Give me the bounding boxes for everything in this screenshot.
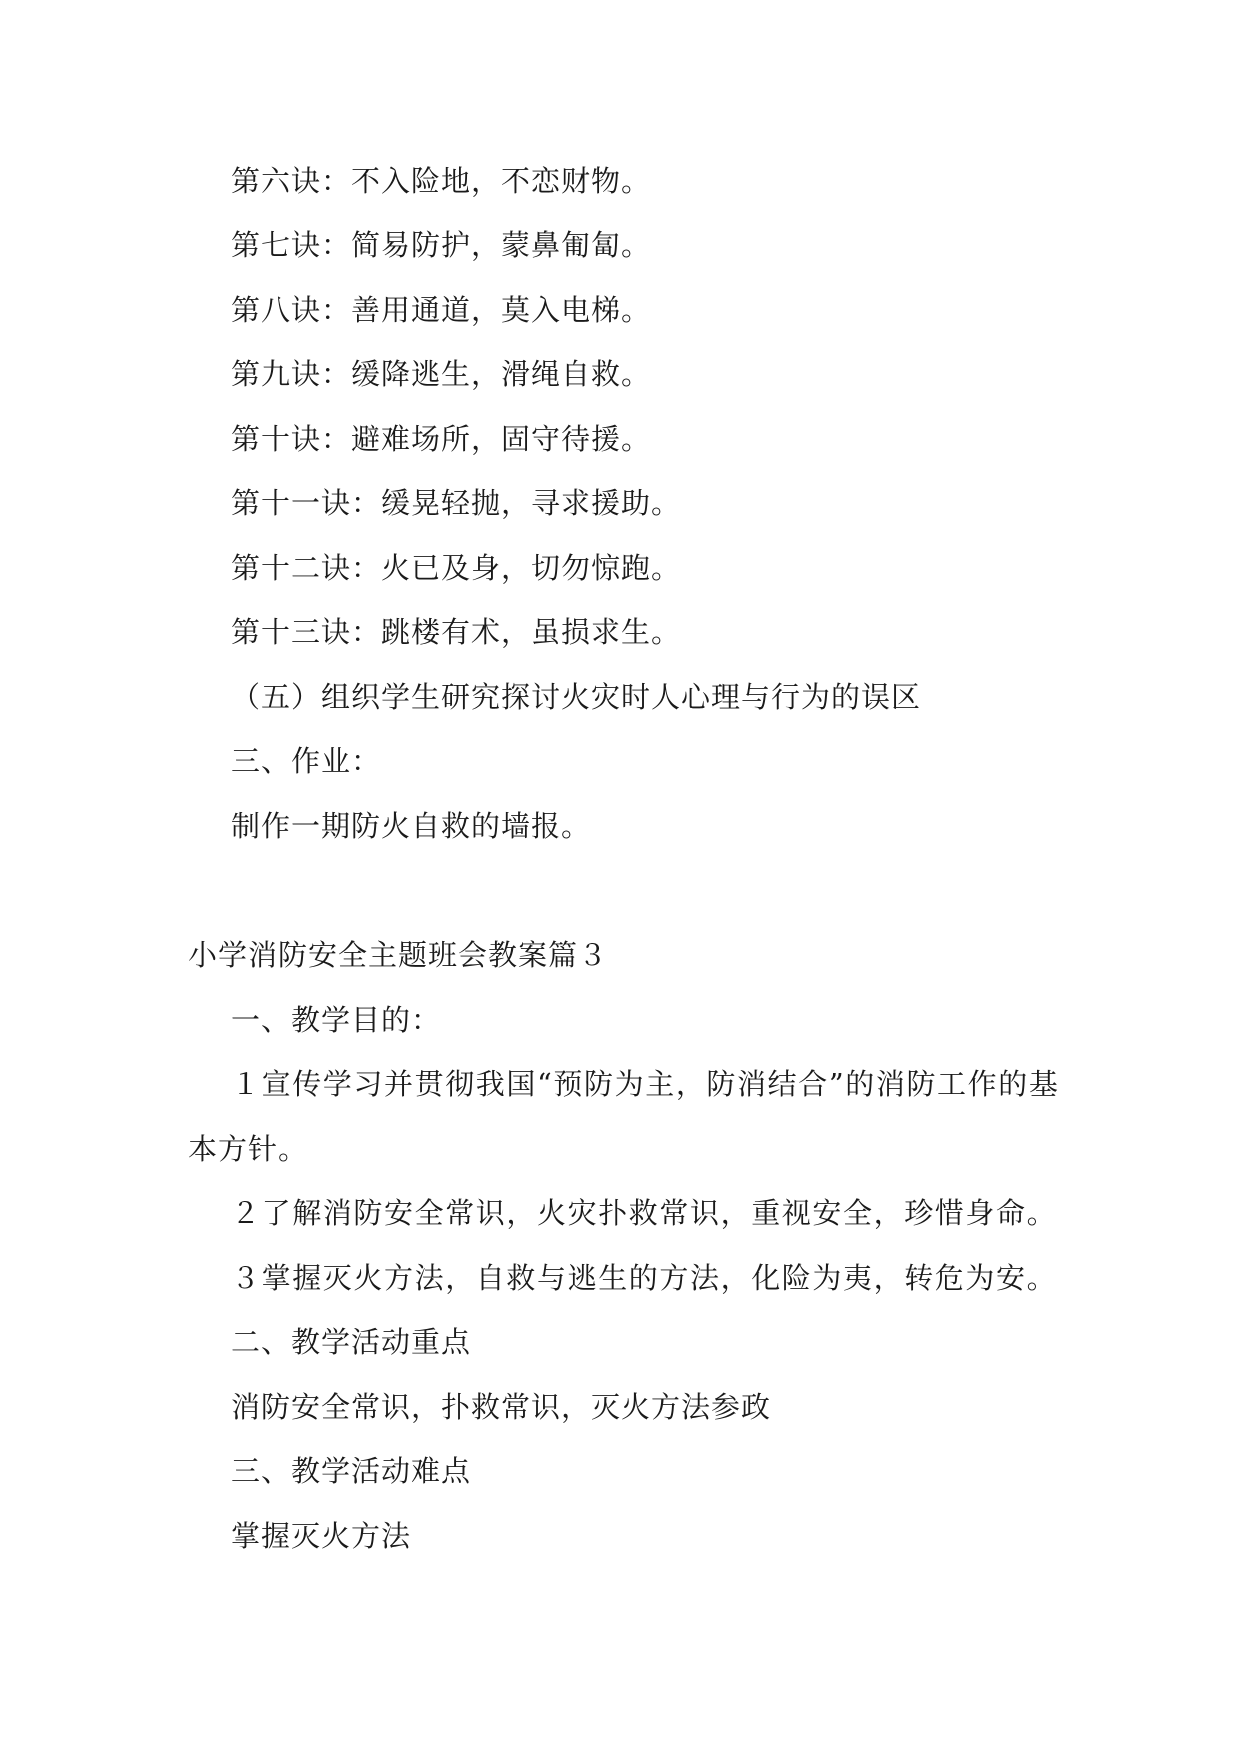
focus-text: 消防安全常识，扑救常识，灭火方法参政 <box>231 1390 772 1424</box>
goal-3: ３掌握灭火方法，自救与逃生的方法，化险为夷，转危为安。 <box>231 1261 1058 1295</box>
rule-9: 第九诀：缓降逃生，滑绳自救。 <box>231 357 652 391</box>
section-title: 小学消防安全主题班会教案篇３ <box>188 938 609 972</box>
homework-text: 制作一期防火自救的墙报。 <box>231 809 592 843</box>
goal-1-line-2: 本方针。 <box>188 1132 309 1166</box>
focus-heading: 二、教学活动重点 <box>231 1325 472 1359</box>
rule-12: 第十二诀：火已及身，切勿惊跑。 <box>231 551 682 585</box>
goal-2: ２了解消防安全常识，火灾扑救常识，重视安全，珍惜身命。 <box>231 1196 1058 1230</box>
subsection-five: （五）组织学生研究探讨火灾时人心理与行为的误区 <box>231 680 922 714</box>
rule-6: 第六诀：不入险地，不恋财物。 <box>231 164 652 198</box>
difficulty-heading: 三、教学活动难点 <box>231 1454 472 1488</box>
rule-8: 第八诀：善用通道，莫入电梯。 <box>231 293 652 327</box>
goal-1-line-1: １宣传学习并贯彻我国“预防为主，防消结合”的消防工作的基 <box>231 1067 1060 1101</box>
rule-7: 第七诀：简易防护，蒙鼻匍匐。 <box>231 228 652 262</box>
goals-heading: 一、教学目的： <box>231 1003 442 1037</box>
difficulty-text: 掌握灭火方法 <box>231 1519 412 1553</box>
rule-10: 第十诀：避难场所，固守待援。 <box>231 422 652 456</box>
rule-13: 第十三诀：跳楼有术，虽损求生。 <box>231 615 682 649</box>
rule-11: 第十一诀：缓晃轻抛，寻求援助。 <box>231 486 682 520</box>
homework-heading: 三、作业： <box>231 744 382 778</box>
